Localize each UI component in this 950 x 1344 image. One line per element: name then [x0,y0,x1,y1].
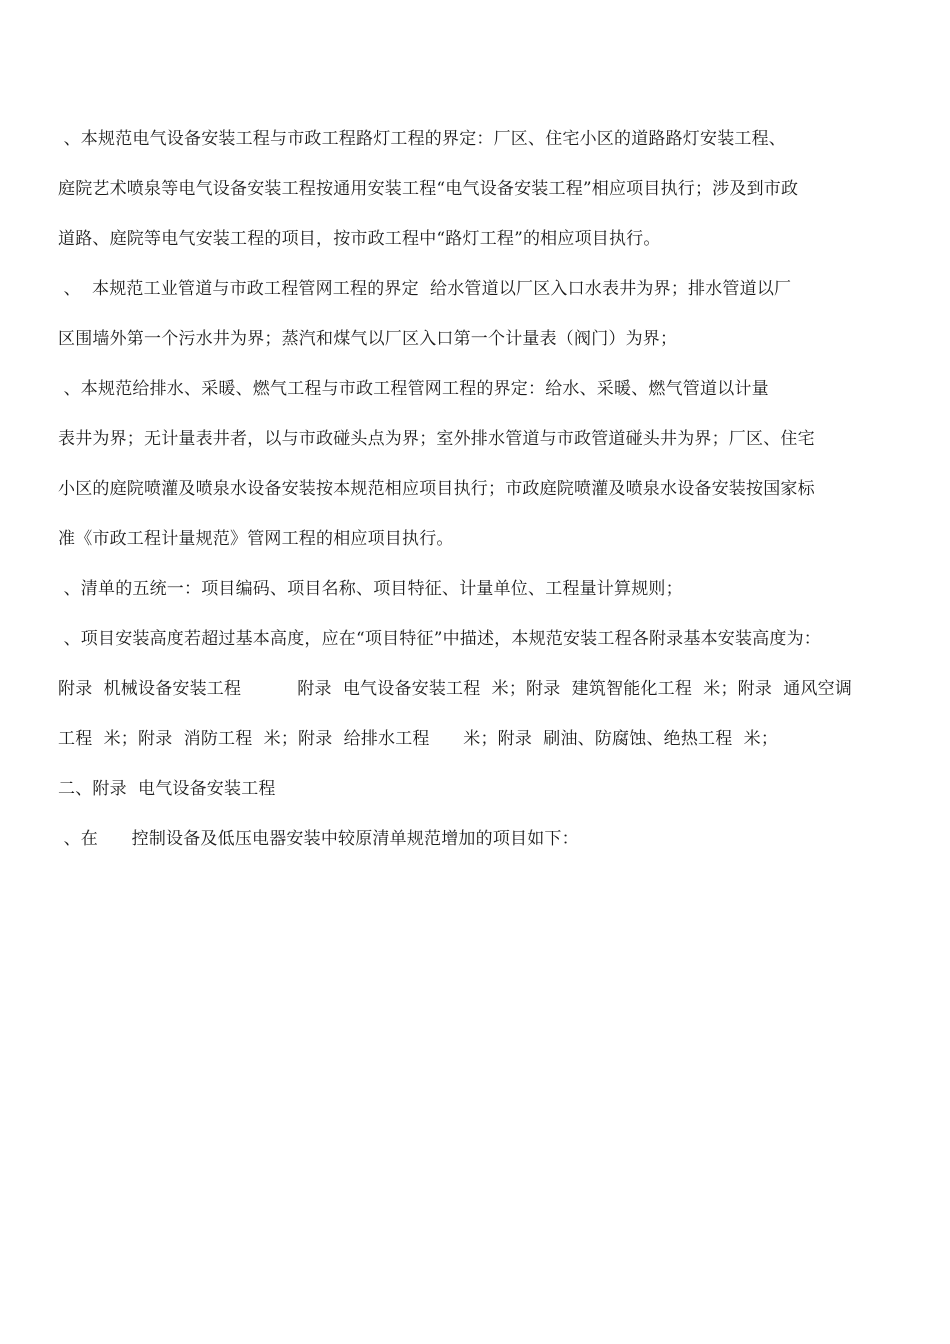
paragraph-line: 、本规范电气设备安装工程与市政工程路灯工程的界定：厂区、住宅小区的道路路灯安装工程、 [58,129,787,149]
paragraph-line: 附录 机械设备安装工程 附录 电气设备安装工程 米；附录 建筑智能化工程 米；附录 通风空调 [58,679,853,699]
paragraph-line: 、在 控制设备及低压电器安装中较原清单规范增加的项目如下： [58,829,579,849]
paragraph-line: 准《市政工程计量规范》管网工程的相应项目执行。 [58,529,454,549]
paragraph-line: 表井为界；无计量表井者，以与市政碰头点为界；室外排水管道与市政管道碰头井为界；厂区、住宅 [58,429,815,449]
paragraph-line: 道路、庭院等电气安装工程的项目，按市政工程中“路灯工程”的相应项目执行。 [58,229,661,249]
section-heading: 二、附录 电气设备安装工程 [58,779,276,799]
paragraph-line: 小区的庭院喷灌及喷泉水设备安装按本规范相应项目执行；市政庭院喷灌及喷泉水设备安装按国家标 [58,479,815,499]
paragraph-line: 、 本规范工业管道与市政工程管网工程的界定 给水管道以厂区入口水表井为界；排水管道以厂 [58,279,792,299]
paragraph-line: 工程 米；附录 消防工程 米；附录 给排水工程 米；附录 刷油、防腐蚀、绝热工程 米； [58,729,779,749]
paragraph-line: 区围墙外第一个污水井为界；蒸汽和煤气以厂区入口第一个计量表（阀门）为界； [58,329,678,349]
paragraph-line: 庭院艺术喷泉等电气设备安装工程按通用安装工程“电气设备安装工程”相应项目执行；涉及到市政 [58,179,799,199]
paragraph-line: 、项目安装高度若超过基本高度，应在“项目特征”中描述，本规范安装工程各附录基本安装高度为： [58,629,821,649]
paragraph-line: 、清单的五统一：项目编码、项目名称、项目特征、计量单位、工程量计算规则； [58,579,683,599]
paragraph-line: 、本规范给排水、采暖、燃气工程与市政工程管网工程的界定：给水、采暖、燃气管道以计量 [58,379,769,399]
